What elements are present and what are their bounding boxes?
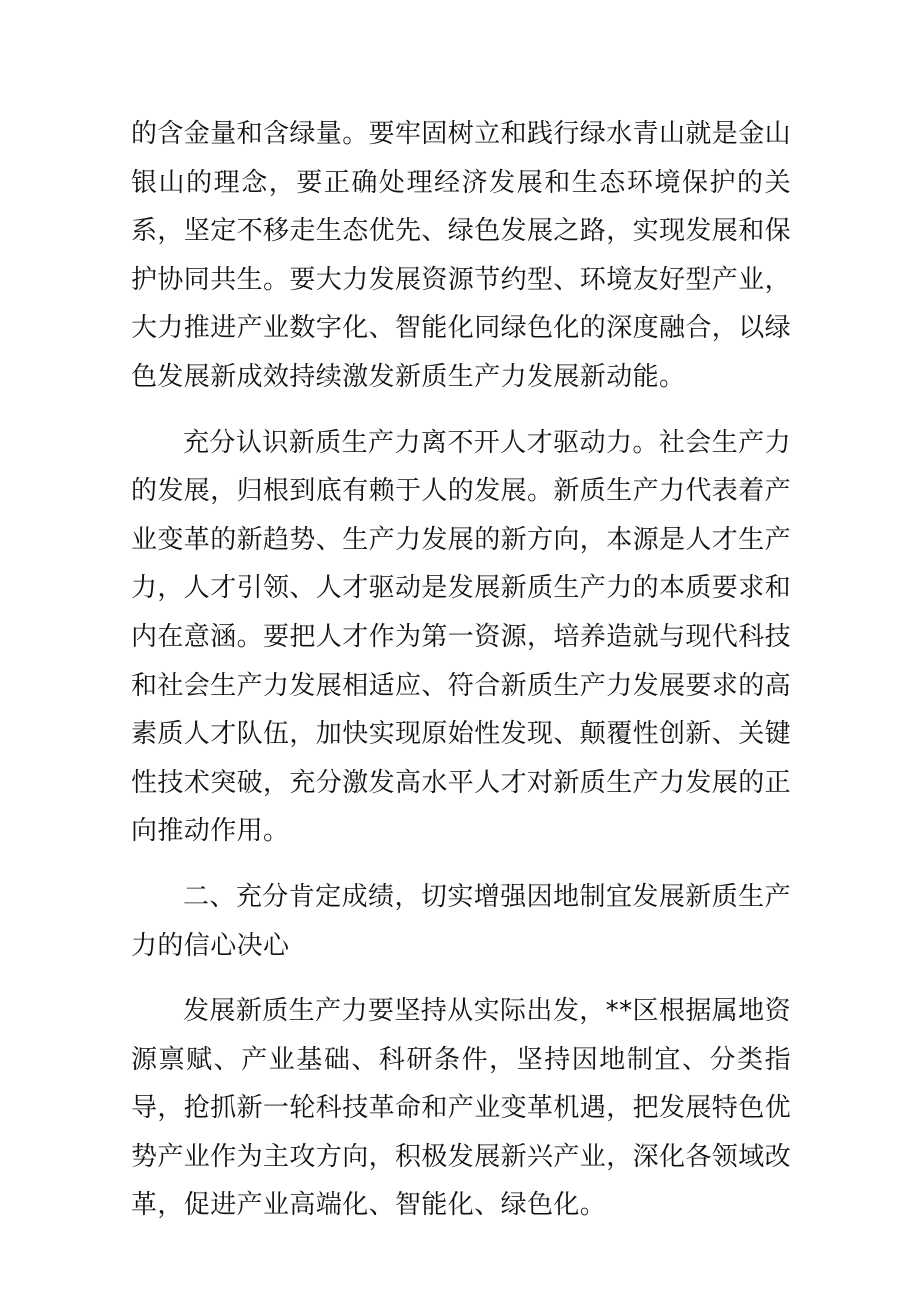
paragraph-3: 发展新质生产力要坚持从实际出发，**区根据属地资源禀赋、产业基础、科研条件，坚持因地制宜、分类指导，抢抓新一轮科技革命和产业变革机遇，把发展特色优势产业作为主攻方向，积极发展新兴产业，深化各领域改革，促进产业高端化、智能化、绿色化。 xyxy=(131,996,792,1221)
paragraph-1: 的含金量和含绿量。要牢固树立和践行绿水青山就是金山银山的理念，要正确处理经济发展和生态环境保护的关系，坚定不移走生态优先、绿色发展之路，实现发展和保护协同共生。要大力发展资源节约型、环境友好型产业，大力推进产业数字化、智能化同绿色化的深度融合，以绿色发展新成效持续激发新质生产力发展新动能。 xyxy=(131,119,792,392)
document-body xyxy=(131,110,791,1247)
paragraph-2: 充分认识新质生产力离不开人才驱动力。社会生产力的发展，归根到底有赖于人的发展。新质生产力代表着产业变革的新趋势、生产力发展的新方向，本源是人才生产力，人才引领、人才驱动是发展新质生产力的本质要求和内在意涵。要把人才作为第一资源，培养造就与现代科技和社会生产力发展相适应、符合新质生产力发展要求的高素质人才队伍，加快实现原始性发现、颠覆性创新、关键性技术突破，充分激发高水平人才对新质生产力发展的正向推动作用。 xyxy=(131,427,792,847)
section-heading: 二、充分肯定成绩，切实增强因地制宜发展新质生产力的信心决心 xyxy=(131,881,791,961)
